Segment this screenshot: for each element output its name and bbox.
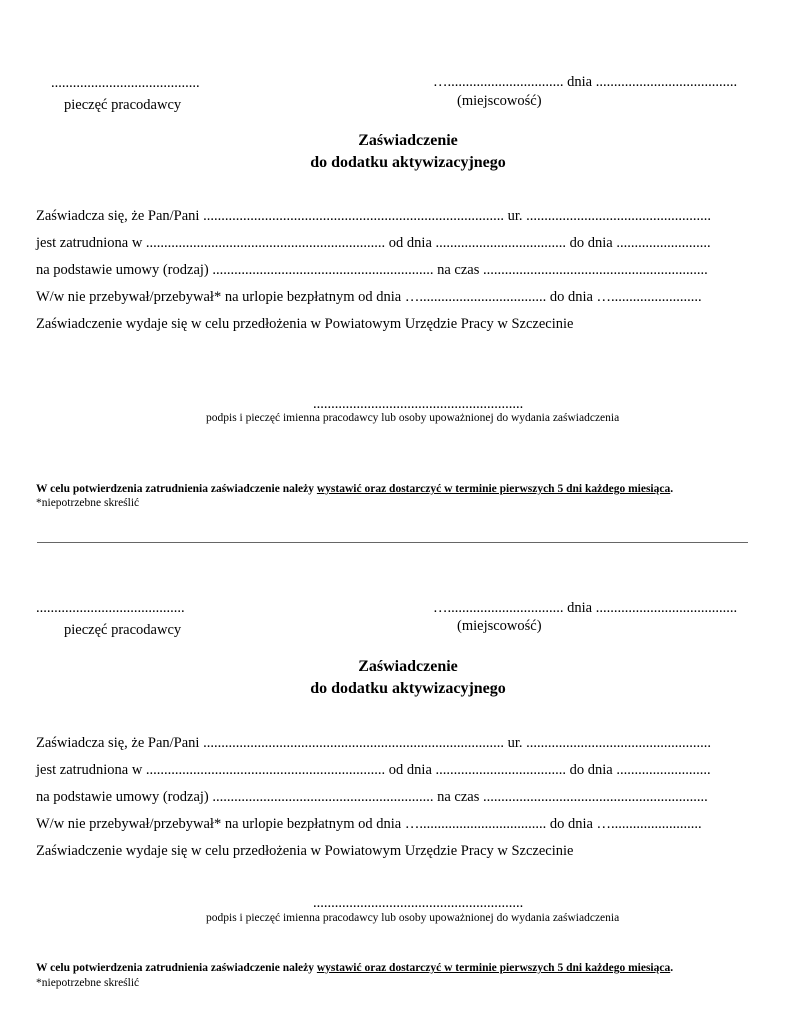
deadline-note-end: . <box>670 962 674 974</box>
form-line-unpaid-leave: W/w nie przebywał/przebywał* na urlopie bezpłatnym od dnia …................................... do dnia …......................... <box>36 289 702 305</box>
place-date-line: …................................ dnia ....................................... <box>433 74 738 90</box>
document-title: Zaświadczenie <box>358 132 458 149</box>
employer-stamp-placeholder: ......................................... <box>36 600 185 616</box>
deadline-note-text: W celu potwierdzenia zatrudnienia zaświadczenie należy <box>36 483 317 495</box>
signature-label: podpis i pieczęć imienna pracodawcy lub osoby upoważnionej do wydania zaświadczenia <box>206 412 620 424</box>
deadline-note <box>36 484 673 496</box>
deadline-note-text: W celu potwierdzenia zatrudnienia zaświadczenie należy <box>36 962 317 974</box>
form-line-contract: na podstawie umowy (rodzaj) ............................................................. na czas .............................................................. <box>36 789 708 805</box>
employer-stamp-label: pieczęć pracodawcy <box>64 622 182 638</box>
employer-stamp-placeholder: ......................................... <box>51 75 200 91</box>
employer-stamp-label: pieczęć pracodawcy <box>64 97 182 113</box>
place-date-line: …................................ dnia ....................................... <box>433 600 738 616</box>
signature-label: podpis i pieczęć imienna pracodawcy lub osoby upoważnionej do wydania zaświadczenia <box>206 912 620 924</box>
strike-note: *niepotrzebne skreślić <box>36 497 140 509</box>
deadline-note <box>36 963 673 975</box>
form-line-unpaid-leave: W/w nie przebywał/przebywał* na urlopie bezpłatnym od dnia …................................... do dnia …......................... <box>36 816 702 832</box>
form-line-employment: jest zatrudniona w .................................................................. od dnia .................................... do dnia .......................... <box>36 762 711 778</box>
form-line-name: Zaświadcza się, że Pan/Pani ................................................................................... ur. ................................................... <box>36 208 711 224</box>
place-label: (miejscowość) <box>457 93 542 109</box>
document-subtitle: do dodatku aktywizacyjnego <box>310 680 506 697</box>
deadline-note-emphasis: wystawić oraz dostarczyć w terminie pierwszych 5 dni każdego miesiąca <box>316 483 671 495</box>
place-label: (miejscowość) <box>457 618 542 634</box>
signature-placeholder: .......................................................... <box>313 396 524 412</box>
deadline-note-end: . <box>670 483 674 495</box>
cut-line-divider <box>37 542 748 543</box>
form-line-purpose: Zaświadczenie wydaje się w celu przedłożenia w Powiatowym Urzędzie Pracy w Szczecinie <box>36 316 574 332</box>
form-line-employment: jest zatrudniona w .................................................................. od dnia .................................... do dnia .......................... <box>36 235 711 251</box>
form-line-contract: na podstawie umowy (rodzaj) ............................................................. na czas .............................................................. <box>36 262 708 278</box>
document-title: Zaświadczenie <box>358 658 458 675</box>
form-line-name: Zaświadcza się, że Pan/Pani ................................................................................... ur. ................................................... <box>36 735 711 751</box>
signature-placeholder: .......................................................... <box>313 895 524 911</box>
form-line-purpose: Zaświadczenie wydaje się w celu przedłożenia w Powiatowym Urzędzie Pracy w Szczecinie <box>36 843 574 859</box>
deadline-note-emphasis: wystawić oraz dostarczyć w terminie pierwszych 5 dni każdego miesiąca <box>316 962 671 974</box>
document-subtitle: do dodatku aktywizacyjnego <box>310 154 506 171</box>
strike-note: *niepotrzebne skreślić <box>36 977 140 989</box>
